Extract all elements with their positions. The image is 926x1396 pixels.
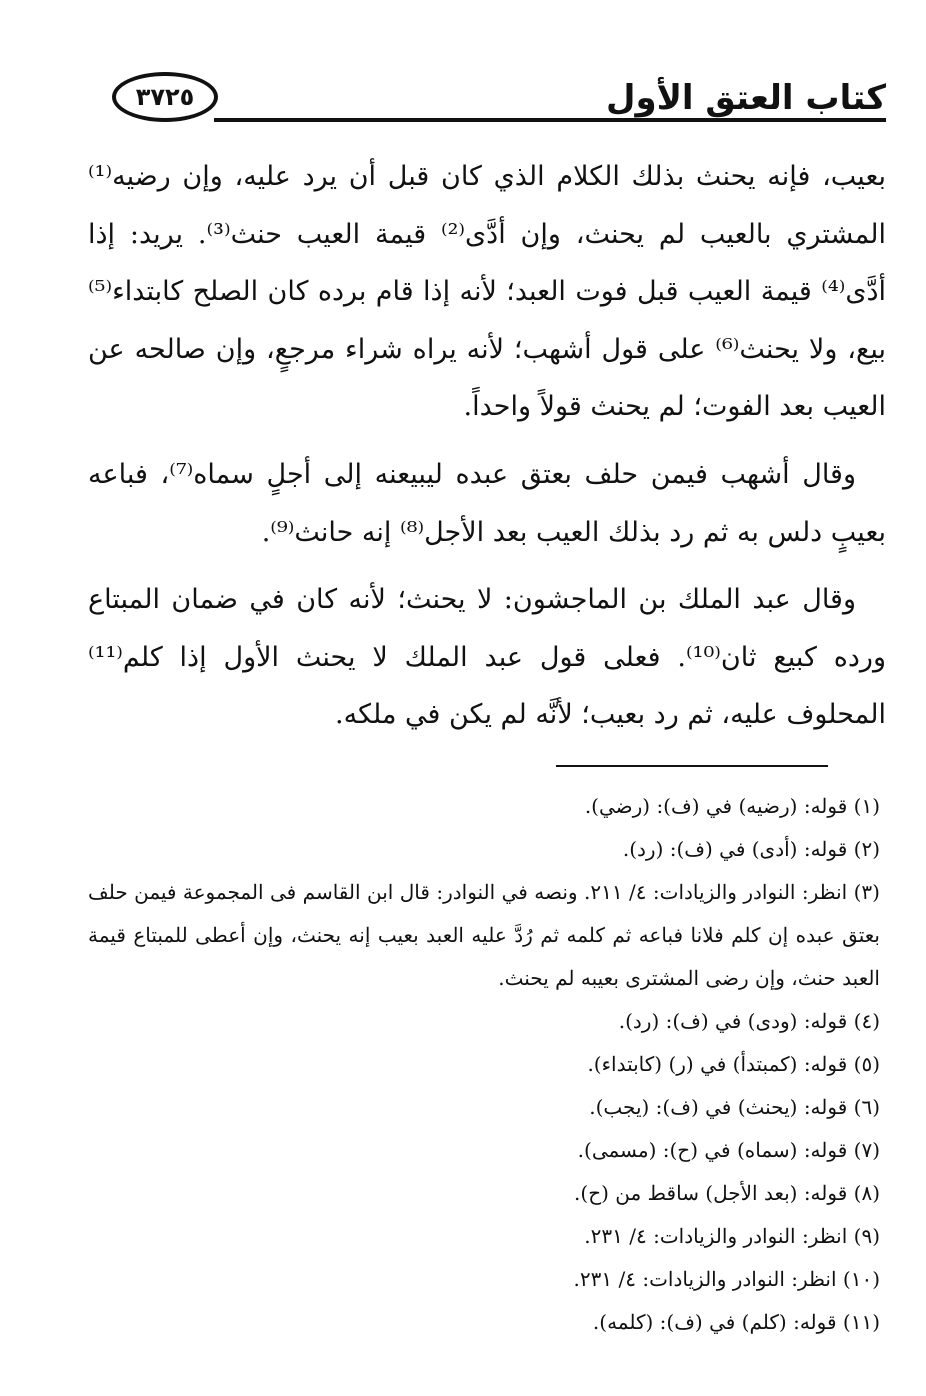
- footnote-3: (٣) انظر: النوادر والزيادات: ٤/ ٢١١. ونصه في النوادر: قال ابن القاسم فى المجموعة فيمن حلف بعتق عبده إن كلم فلانا فباعه ثم كلمه ثم رُدَّ عليه العبد بعيب إنه يحنث، وإن أعطى للمبتاع قيمة العبد حنث، وإن رضى المشترى بعيبه لم يحنث.: [88, 880, 880, 990]
- footnote-5: (٥) قوله: (كمبتدأ) في (ر) (كابتداء).: [587, 1052, 880, 1076]
- header-rule: [214, 118, 886, 122]
- footnote-11: (١١) قوله: (كلم) في (ف): (كلمه).: [592, 1310, 880, 1334]
- footnote-4: (٤) قوله: (ودى) في (ف): (رد).: [618, 1009, 880, 1033]
- page-number: ٣٧٢٥: [135, 83, 195, 111]
- footnote-8: (٨) قوله: (بعد الأجل) ساقط من (ح).: [574, 1181, 880, 1205]
- running-header-title: كتاب العتق الأول: [605, 78, 886, 118]
- paragraph-2: وقال أشهب فيمن حلف بعتق عبده ليبيعنه إلى أجلٍ سماه⁽⁷⁾، فباعه بعيبٍ دلس به ثم رد بذلك العيب بعد الأجل⁽⁸⁾ إنه حانث⁽⁹⁾.: [88, 458, 886, 548]
- footnote-7: (٧) قوله: (سماه) في (ح): (مسمى).: [577, 1138, 880, 1162]
- footnote-2: (٢) قوله: (أدى) في (ف): (رد).: [622, 837, 880, 861]
- footnotes: [88, 785, 880, 1344]
- footnote-1: (١) قوله: (رضيه) في (ف): (رضي).: [584, 794, 880, 818]
- footnote-10: (١٠) انظر: النوادر والزيادات: ٤/ ٢٣١.: [573, 1267, 880, 1291]
- paragraph-3: وقال عبد الملك بن الماجشون: لا يحنث؛ لأنه كان في ضمان المبتاع ورده كبيع ثان⁽¹⁰⁾. فعلى قول عبد الملك لا يحنث الأول إذا كلم⁽¹¹⁾ المحلوف عليه، ثم رد بعيب؛ لأنَّه لم يكن في ملكه.: [88, 584, 886, 731]
- paragraph-1: بعيب، فإنه يحنث بذلك الكلام الذي كان قبل أن يرد عليه، وإن رضيه⁽¹⁾ المشتري بالعيب لم يحنث، وإن أدَّى⁽²⁾ قيمة العيب حنث⁽³⁾. يريد: إذا أدَّى⁽⁴⁾ قيمة العيب قبل فوت العبد؛ لأنه إذا قام برده كان الصلح كابتداء⁽⁵⁾ بيع، ولا يحنث⁽⁶⁾ على قول أشهب؛ لأنه يراه شراء مرجعٍ، وإن صالحه عن العيب بعد الفوت؛ لم يحنث قولاً واحداً.: [88, 161, 886, 423]
- page-number-oval: [112, 72, 218, 122]
- footnote-separator: [556, 765, 828, 767]
- footnote-9: (٩) انظر: النوادر والزيادات: ٤/ ٢٣١.: [584, 1224, 880, 1248]
- main-text: [88, 148, 886, 744]
- footnote-6: (٦) قوله: (يحنث) في (ف): (يجب).: [589, 1095, 880, 1119]
